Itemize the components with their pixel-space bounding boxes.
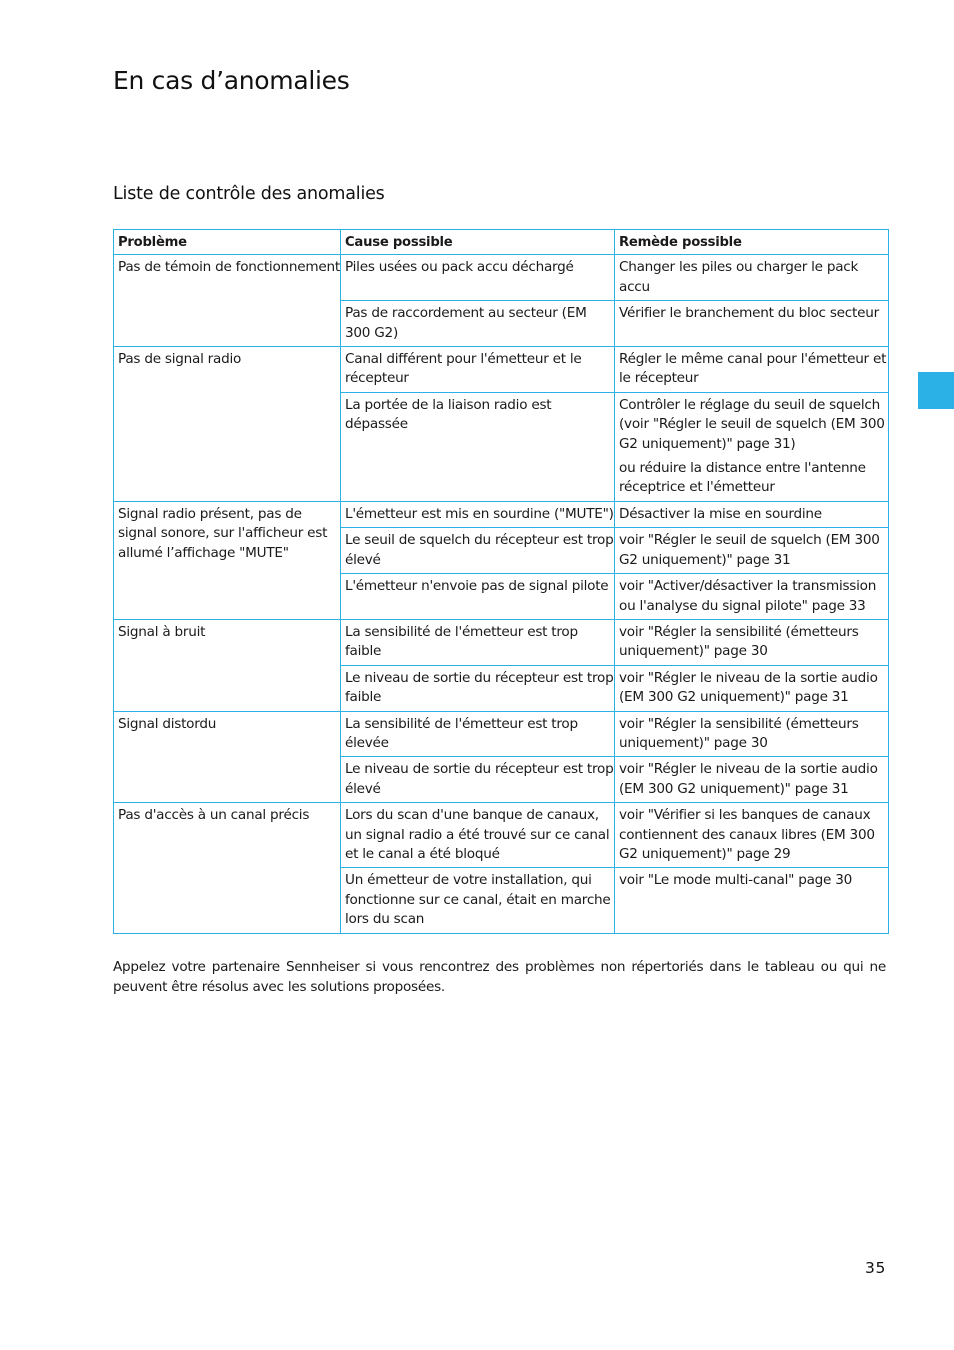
page-title: En cas d’anomalies xyxy=(113,66,350,95)
remedy-cell: Désactiver la mise en sourdine xyxy=(615,501,889,527)
cause-cell: Le niveau de sortie du récepteur est trop faible xyxy=(341,665,615,711)
table-row xyxy=(114,255,889,301)
troubleshooting-table xyxy=(113,229,889,934)
problem-cell: Pas de signal radio xyxy=(114,347,341,502)
chapter-tab-marker xyxy=(918,372,954,409)
cause-cell: La portée de la liaison radio est dépassée xyxy=(341,392,615,501)
remedy-cell: Vérifier le branchement du bloc secteur xyxy=(615,301,889,347)
table-header-row xyxy=(114,230,889,255)
page-number: 35 xyxy=(865,1259,886,1277)
header-problem: Problème xyxy=(114,230,341,255)
header-cause: Cause possible xyxy=(341,230,615,255)
remedy-cell xyxy=(615,392,889,501)
cause-cell: L'émetteur n'envoie pas de signal pilote xyxy=(341,574,615,620)
problem-cell: Signal distordu xyxy=(114,711,341,803)
remedy-cell: voir "Régler la sensibilité (émetteurs uniquement)" page 30 xyxy=(615,711,889,757)
cause-cell: Piles usées ou pack accu déchargé xyxy=(341,255,615,301)
footer-note: Appelez votre partenaire Sennheiser si vous rencontrez des problèmes non répertoriés dans le tableau ou qui ne peuvent être résolus avec les solutions proposées. xyxy=(113,959,886,995)
cause-cell: L'émetteur est mis en sourdine ("MUTE") xyxy=(341,501,615,527)
problem-cell: Signal radio présent, pas de signal sonore, sur l'afficheur est allumé l’affichage "MUTE" xyxy=(114,501,341,619)
section-title: Liste de contrôle des anomalies xyxy=(113,184,385,204)
table-row xyxy=(114,347,889,393)
problem-cell: Pas de témoin de fonctionnement xyxy=(114,255,341,347)
table-row xyxy=(114,803,889,868)
cause-cell: La sensibilité de l'émetteur est trop élevée xyxy=(341,711,615,757)
cause-cell: Lors du scan d'une banque de canaux, un signal radio a été trouvé sur ce canal et le canal a été bloqué xyxy=(341,803,615,868)
cause-cell: La sensibilité de l'émetteur est trop faible xyxy=(341,619,615,665)
cause-cell: Le seuil de squelch du récepteur est trop élevé xyxy=(341,528,615,574)
cause-cell: Pas de raccordement au secteur (EM 300 G2) xyxy=(341,301,615,347)
remedy-cell: voir "Le mode multi-canal" page 30 xyxy=(615,868,889,933)
problem-cell: Pas d'accès à un canal précis xyxy=(114,803,341,933)
table-row xyxy=(114,619,889,665)
remedy-cell: voir "Régler le niveau de la sortie audio (EM 300 G2 uniquement)" page 31 xyxy=(615,757,889,803)
cause-cell: Le niveau de sortie du récepteur est trop élevé xyxy=(341,757,615,803)
remedy-cell: voir "Régler la sensibilité (émetteurs uniquement)" page 30 xyxy=(615,619,889,665)
remedy-cell: voir "Activer/désactiver la transmission ou l'analyse du signal pilote" page 33 xyxy=(615,574,889,620)
remedy-text: Contrôler le réglage du seuil de squelch (voir "Régler le seuil de squelch (EM 300 G2 uniquement)" page 31) xyxy=(619,396,885,452)
cause-cell: Un émetteur de votre installation, qui fonctionne sur ce canal, était en marche lors du scan xyxy=(341,868,615,933)
remedy-cell: voir "Vérifier si les banques de canaux contiennent des canaux libres (EM 300 G2 uniquement)" page 29 xyxy=(615,803,889,868)
remedy-cell: Changer les piles ou charger le pack accu xyxy=(615,255,889,301)
header-remedy: Remède possible xyxy=(615,230,889,255)
remedy-cell: voir "Régler le seuil de squelch (EM 300 G2 uniquement)" page 31 xyxy=(615,528,889,574)
table-row xyxy=(114,501,889,527)
remedy-cell: Régler le même canal pour l'émetteur et le récepteur xyxy=(615,347,889,393)
problem-cell: Signal à bruit xyxy=(114,619,341,711)
remedy-cell: voir "Régler le niveau de la sortie audio (EM 300 G2 uniquement)" page 31 xyxy=(615,665,889,711)
cause-cell: Canal différent pour l'émetteur et le récepteur xyxy=(341,347,615,393)
table-row xyxy=(114,711,889,757)
remedy-extra-text: ou réduire la distance entre l'antenne réceptrice et l'émetteur xyxy=(619,460,866,496)
